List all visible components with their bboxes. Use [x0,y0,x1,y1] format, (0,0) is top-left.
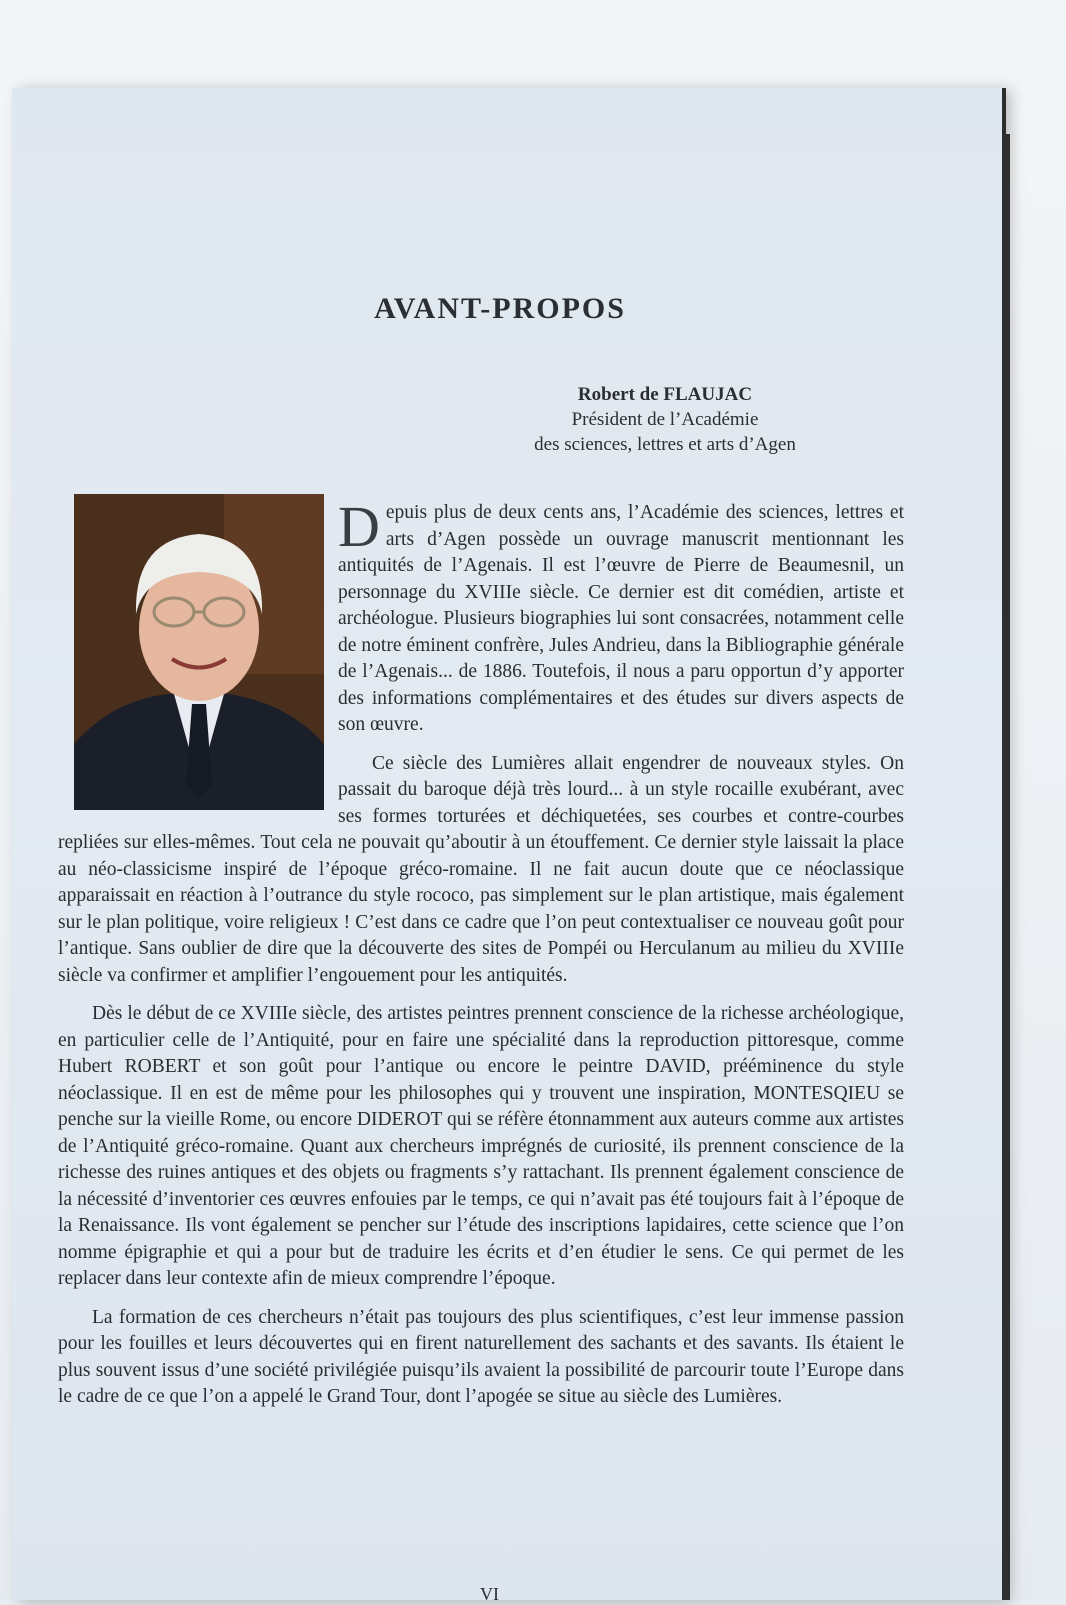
page-number: VI [480,1584,499,1604]
paragraph-4: La formation de ces chercheurs n’était pas toujours des plus scientifiques, c’est leur immense passion pour les fouilles et leurs découvertes qui en firent naturellement des sachants et des savants. Ils étaient le plus souvent issus d’une société privilégiée puisqu’ils avaient la possibilité de parcourir toute l’Europe dans le cadre de ce que l’on a appelé le Grand Tour, dont l’apogée se situe au siècle des Lumières. [58,1306,904,1407]
article-body [58,494,904,1423]
author-role-line-1: Président de l’Académie [571,409,759,430]
paragraph-1-text: epuis plus de deux cents ans, l’Académie des sciences, lettres et arts d’Agen possède un ouvrage manuscrit mentionnant les antiquités de l’Agenais. Il est l’œuvre de Pierre de Beaumesnil, un personnage du XVIIIe siècle. Ce dernier est dit comédien, artiste et archéologue. Plusieurs biographies lui sont consacrées, notamment celle de notre éminent confrère, Jules Andrieu, dans la Bibliographie générale de l’Agenais... de 1886. Toutefois, il nous a paru opportun d’y apporter des informations complémentaires et des études sur divers aspects de son œuvre. [338,502,904,735]
author-role-line-2: des sciences, lettres et arts d’Agen [534,434,796,455]
paragraph-3: Dès le début de ce XVIIIe siècle, des artistes peintres prennent conscience de la richesse archéologique, en particulier celle de l’Antiquité, pour en faire une spécialité dans la reproduction pittoresque, comme Hubert ROBERT et son goût pour l’antique ou encore le peintre DAVID, prééminence du style néoclassique. Il en est de même pour les philosophes qui y trouvent une inspiration, MONTESQIEU se penche sur la vieille Rome, ou encore DIDEROT qui se réfère étonnamment aux auteurs comme aux artistes de l’Antiquité gréco-romaine. Quant aux chercheurs imprégnés de curiosité, ils prennent conscience de la richesse des ruines antiques et des objets ou fragments s’y rattachant. Ils prennent également conscience de la nécessité d’inventorier ces œuvres enfouies par le temps, ce qui n’avait pas été toujours fait à l’époque de la Renaissance. Ils vont également se pencher sur l’étude des inscriptions lapidaires, cette science que l’on nomme épigraphie et qui a pour but de traduire les écrits et d’en étudier le sens. Ce qui permet de les replacer dans leur contexte afin de mieux comprendre l’époque. [58,1003,904,1289]
photo-wrap-space [58,500,338,810]
book-spine-edge [1002,134,1010,1600]
author-block [460,382,870,457]
drop-cap: D [338,494,380,559]
page-title: AVANT-PROPOS [374,292,626,326]
paragraph-2: Ce siècle des Lumières allait engendrer de nouveaux styles. On passait du baroque déjà très lourd... à un style rocaille exubérant, avec ses formes torturées et déchiquetées, ses courbes et contre-courbes repliées sur elles-mêmes. Tout cela ne pouvait qu’aboutir à un étouffement. Ce dernier style laissait la place au néo-classicisme inspiré de l’époque gréco-romaine. Il ne fait aucun doute que ce néoclassique apparaissait en réaction à l’outrance du style rococo, pas simplement sur le plan artistique, mais également sur le plan politique, voire religieux ! C’est dans ce cadre que l’on peut contextualiser ce nouveau goût pour l’antique. Sans oublier de dire que la découverte des sites de Pompéi ou Herculanum au milieu du XVIIIe siècle va confirmer et amplifier l’engouement pour les antiquités. [58,752,904,986]
author-name: Robert de FLAUJAC [577,384,753,405]
